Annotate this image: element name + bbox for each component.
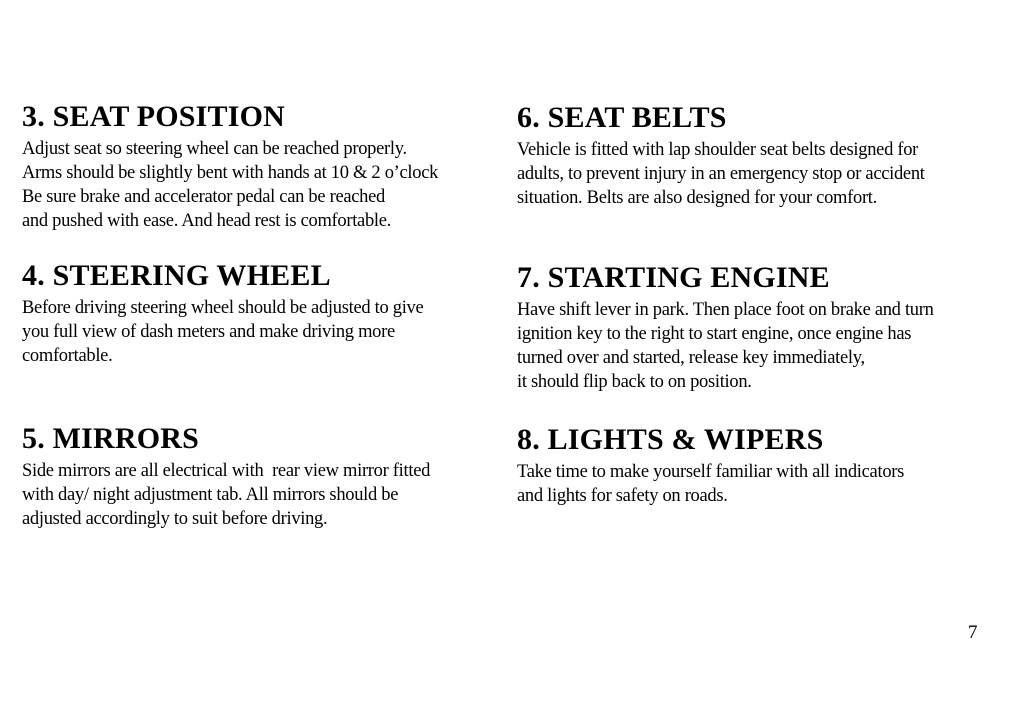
body-line: Be sure brake and accelerator pedal can be reached <box>22 187 385 207</box>
body-line: it should flip back to on position. <box>517 372 752 392</box>
section-heading: 6. SEAT BELTS <box>517 101 727 134</box>
body-line: Take time to make yourself familiar with all indicators <box>517 462 905 482</box>
section-steering-wheel <box>22 259 423 368</box>
body-line: with day/ night adjustment tab. All mirrors should be <box>22 485 399 505</box>
body-line: and lights for safety on roads. <box>517 486 728 506</box>
section-heading: 4. STEERING WHEEL <box>22 259 331 292</box>
section-body <box>22 137 438 233</box>
section-body <box>517 460 904 508</box>
section-body <box>22 459 430 531</box>
body-line: turned over and started, release key immediately, <box>517 348 865 368</box>
body-line: Have shift lever in park. Then place foot on brake and turn <box>517 300 934 320</box>
section-starting-engine <box>517 261 934 394</box>
body-line: Adjust seat so steering wheel can be reached properly. <box>22 139 407 159</box>
body-line: Side mirrors are all electrical with rear view mirror fitted <box>22 461 431 481</box>
body-line: Vehicle is fitted with lap shoulder seat belts designed for <box>517 140 919 160</box>
section-seat-belts <box>517 101 925 210</box>
body-line: comfortable. <box>22 346 113 366</box>
section-body <box>22 296 423 368</box>
body-line: and pushed with ease. And head rest is comfortable. <box>22 211 391 231</box>
section-lights-wipers <box>517 423 904 508</box>
body-line: Arms should be slightly bent with hands at 10 & 2 o’clock <box>22 163 439 183</box>
section-heading: 8. LIGHTS & WIPERS <box>517 423 824 456</box>
section-seat-position <box>22 100 438 233</box>
section-heading: 5. MIRRORS <box>22 422 200 455</box>
body-line: situation. Belts are also designed for your comfort. <box>517 188 877 208</box>
section-mirrors <box>22 422 430 531</box>
section-body <box>517 298 934 394</box>
body-line: adjusted accordingly to suit before driving. <box>22 509 328 529</box>
body-line: adults, to prevent injury in an emergency stop or accident <box>517 164 925 184</box>
section-heading: 3. SEAT POSITION <box>22 100 286 133</box>
body-line: ignition key to the right to start engine, once engine has <box>517 324 912 344</box>
body-line: you full view of dash meters and make driving more <box>22 322 395 342</box>
page-number: 7 <box>968 622 978 643</box>
section-body <box>517 138 925 210</box>
body-line: Before driving steering wheel should be adjusted to give <box>22 298 424 318</box>
section-heading: 7. STARTING ENGINE <box>517 261 830 294</box>
